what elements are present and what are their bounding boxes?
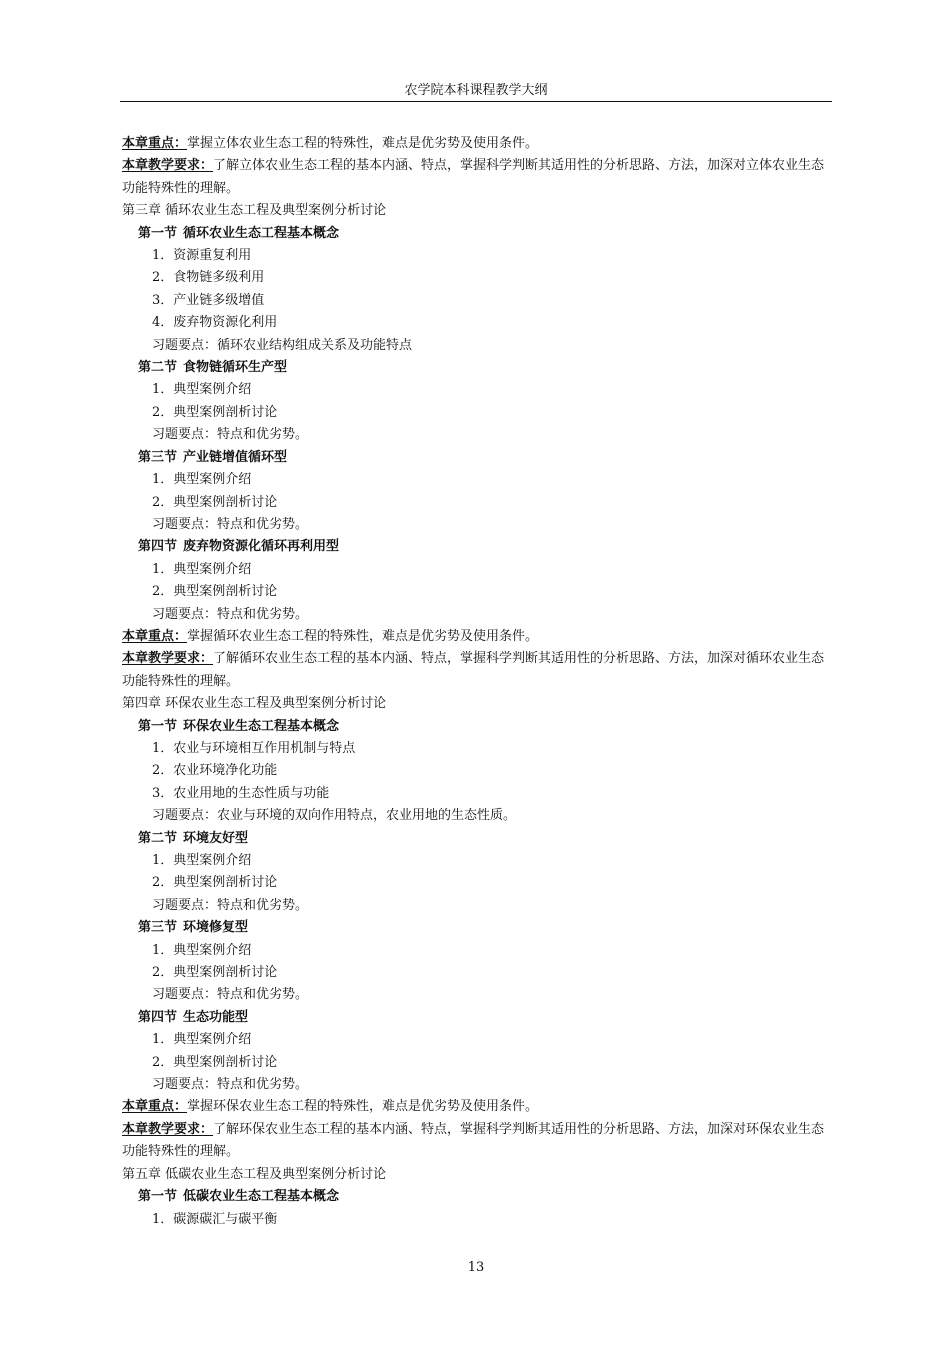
list-item: 2．典型案例剖析讨论 — [152, 584, 278, 600]
section-number: 第一节 — [138, 1189, 178, 1205]
chapter-heading: 第三章 循环农业生态工程及典型案例分析讨论 — [122, 203, 387, 219]
section-heading — [122, 716, 832, 738]
list-item: 1．典型案例介绍 — [152, 382, 252, 398]
key-point-label: 本章重点： — [122, 1099, 188, 1115]
key-point-text: 掌握环保农业生态工程的特殊性，难点是优劣势及使用条件。 — [187, 1099, 539, 1115]
exercise-note: 习题要点：农业与环境的双向作用特点，农业用地的生态性质。 — [152, 808, 517, 824]
section-title: 环境友好型 — [183, 830, 249, 846]
list-item: 3．农业用地的生态性质与功能 — [152, 785, 330, 801]
chapter-key-point — [122, 133, 832, 155]
header-divider — [120, 101, 832, 102]
list-item: 2．典型案例剖析讨论 — [152, 1054, 278, 1070]
key-point-label: 本章教学要求： — [122, 1121, 214, 1137]
exercise-note: 习题要点：特点和优劣势。 — [152, 606, 309, 622]
list-item: 1．典型案例介绍 — [152, 561, 252, 577]
section-title: 废弃物资源化循环再利用型 — [183, 539, 340, 555]
list-item: 1．农业与环境相互作用机制与特点 — [152, 740, 356, 756]
section-title: 环保农业生态工程基本概念 — [183, 718, 340, 734]
section-number: 第四节 — [138, 539, 178, 555]
exercise-note: 习题要点：特点和优劣势。 — [152, 987, 309, 1003]
page-number: 13 — [467, 1260, 485, 1275]
section-title: 产业链增值循环型 — [183, 449, 288, 465]
key-point-label: 本章重点： — [122, 628, 188, 644]
list-item: 1．资源重复利用 — [152, 248, 252, 264]
key-point-text: 掌握循环农业生态工程的特殊性，难点是优劣势及使用条件。 — [187, 628, 539, 644]
section-heading — [122, 828, 832, 850]
key-point-label: 本章教学要求： — [122, 651, 214, 667]
section-number: 第三节 — [138, 920, 178, 936]
chapter-key-point — [122, 648, 832, 693]
key-point-text: 了解循环农业生态工程的基本内涵、特点，掌握科学判断其适用性的分析思路、方法，加深对循环农业生态功能特殊性的理解。 — [122, 651, 825, 689]
exercise-note: 习题要点：循环农业结构组成关系及功能特点 — [152, 337, 413, 353]
list-item: 2．典型案例剖析讨论 — [152, 965, 278, 981]
exercise-note: 习题要点：特点和优劣势。 — [152, 427, 309, 443]
section-number: 第三节 — [138, 449, 178, 465]
section-heading — [122, 1186, 832, 1208]
chapter-key-point — [122, 1096, 832, 1118]
chapter-heading: 第四章 环保农业生态工程及典型案例分析讨论 — [122, 696, 387, 712]
section-heading — [122, 917, 832, 939]
key-point-text: 掌握立体农业生态工程的特殊性，难点是优劣势及使用条件。 — [187, 136, 539, 151]
section-heading — [122, 536, 832, 558]
page-header-title: 农学院本科课程教学大纲 — [404, 83, 548, 98]
document-body — [122, 133, 832, 1231]
section-title: 生态功能型 — [183, 1009, 249, 1025]
key-point-label: 本章重点： — [122, 136, 188, 151]
section-heading — [122, 223, 832, 245]
section-number: 第一节 — [138, 225, 178, 241]
list-item: 1．碳源碳汇与碳平衡 — [152, 1211, 278, 1227]
exercise-note: 习题要点：特点和优劣势。 — [152, 897, 309, 913]
section-number: 第二节 — [138, 830, 178, 846]
chapter-key-point — [122, 626, 832, 648]
key-point-text: 了解环保农业生态工程的基本内涵、特点，掌握科学判断其适用性的分析思路、方法，加深对环保农业生态功能特殊性的理解。 — [122, 1121, 825, 1160]
list-item: 2．典型案例剖析讨论 — [152, 875, 278, 891]
list-item: 2．食物链多级利用 — [152, 270, 265, 286]
list-item: 2．典型案例剖析讨论 — [152, 494, 278, 510]
exercise-note: 习题要点：特点和优劣势。 — [152, 1077, 309, 1093]
section-number: 第一节 — [138, 718, 178, 734]
list-item: 2．典型案例剖析讨论 — [152, 404, 278, 420]
list-item: 4．废弃物资源化利用 — [152, 315, 278, 331]
list-item: 1．典型案例介绍 — [152, 472, 252, 488]
section-title: 循环农业生态工程基本概念 — [183, 225, 340, 241]
key-point-label: 本章教学要求： — [122, 158, 214, 174]
list-item: 3．产业链多级增值 — [152, 292, 265, 308]
chapter-heading: 第五章 低碳农业生态工程及典型案例分析讨论 — [122, 1166, 387, 1182]
list-item: 2．农业环境净化功能 — [152, 763, 278, 779]
key-point-text: 了解立体农业生态工程的基本内涵、特点，掌握科学判断其适用性的分析思路、方法，加深对立体农业生态功能特殊性的理解。 — [122, 158, 825, 196]
chapter-key-point — [122, 155, 832, 200]
section-number: 第二节 — [138, 360, 178, 376]
section-heading — [122, 1007, 832, 1029]
section-number: 第四节 — [138, 1009, 178, 1025]
section-title: 环境修复型 — [183, 920, 249, 936]
list-item: 1．典型案例介绍 — [152, 942, 252, 958]
section-heading — [122, 357, 832, 379]
exercise-note: 习题要点：特点和优劣势。 — [152, 516, 309, 532]
section-title: 食物链循环生产型 — [183, 360, 288, 376]
section-title: 低碳农业生态工程基本概念 — [183, 1189, 340, 1205]
section-heading — [122, 447, 832, 469]
list-item: 1．典型案例介绍 — [152, 853, 252, 868]
chapter-key-point — [122, 1119, 832, 1164]
list-item: 1．典型案例介绍 — [152, 1032, 252, 1048]
